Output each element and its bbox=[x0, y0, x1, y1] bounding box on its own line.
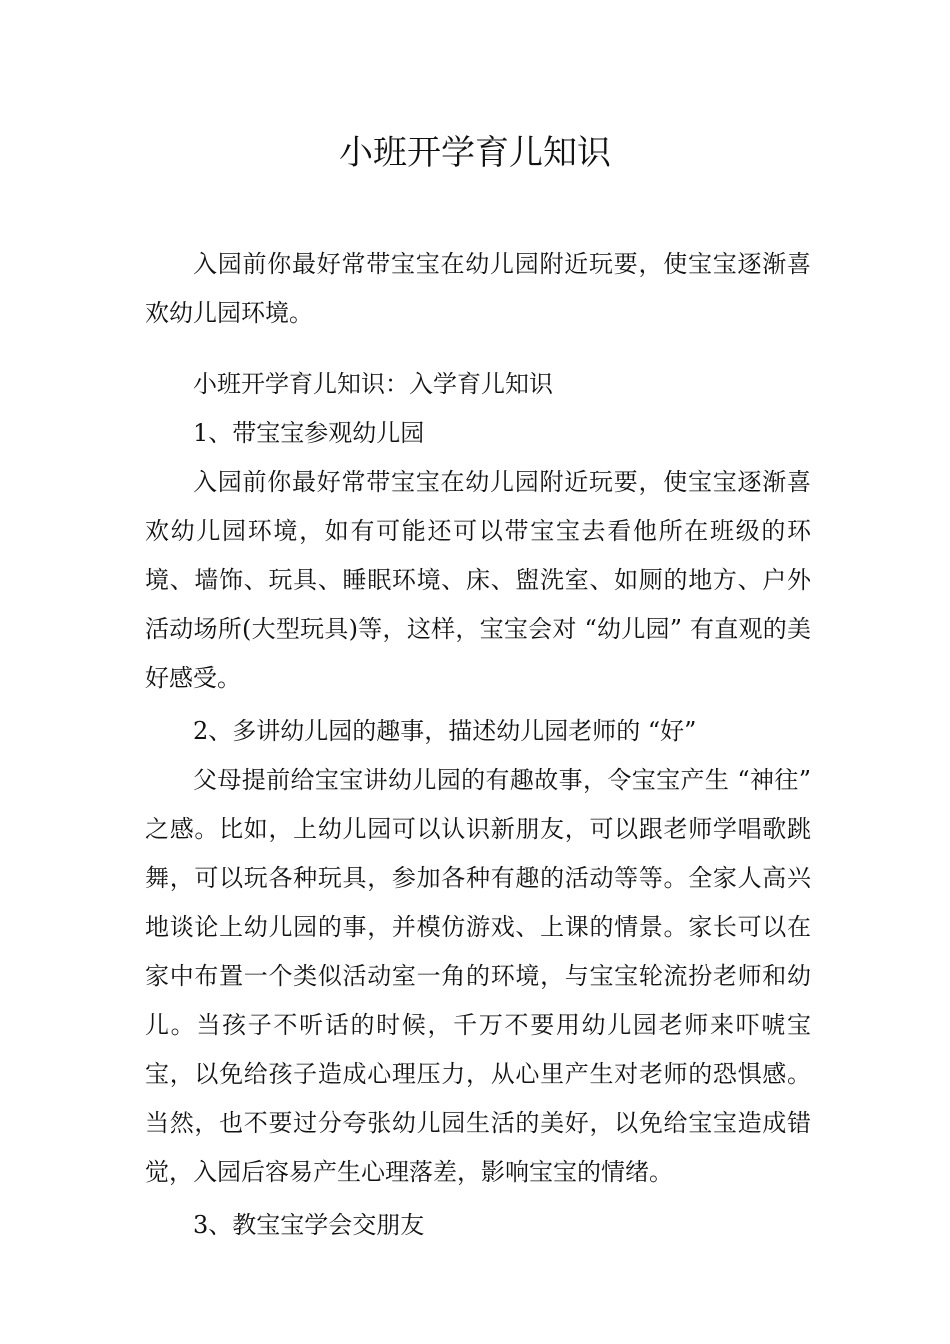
document-title: 小班开学育儿知识 bbox=[339, 133, 611, 173]
subheading-1: 1、带宝宝参观幼儿园 bbox=[193, 419, 425, 447]
document-body bbox=[145, 240, 811, 1250]
paragraph-1: 入园前你最好常带宝宝在幼儿园附近玩要，使宝宝逐渐喜欢幼儿园环境，如有可能还可以带宝宝去看他所在班级的环境、墙饰、玩具、睡眠环境、床、盥洗室、如厕的地方、户外活动场所(大型玩具)等，这样，宝宝会对 “幼儿园” 有直观的美好感受。 bbox=[145, 468, 811, 692]
intro-paragraph: 入园前你最好常带宝宝在幼儿园附近玩要，使宝宝逐渐喜欢幼儿园环境。 bbox=[145, 250, 811, 327]
subheading-2: 2、多讲幼儿园的趣事，描述幼儿园老师的 “好” bbox=[193, 717, 697, 745]
paragraph-2: 父母提前给宝宝讲幼儿园的有趣故事，令宝宝产生 “神往” 之感。比如，上幼儿园可以认识新朋友，可以跟老师学唱歌跳舞，可以玩各种玩具，参加各种有趣的活动等等。全家人高兴地谈论上幼儿园的事，并模仿游戏、上课的情景。家长可以在家中布置一个类似活动室一角的环境，与宝宝轮流扮老师和幼儿。当孩子不听话的时候，千万不要用幼儿园老师来吓唬宝宝，以免给孩子造成心理压力，从心里产生对老师的恐惧感。当然，也不要过分夸张幼儿园生活的美好，以免给宝宝造成错觉，入园后容易产生心理落差，影响宝宝的情绪。 bbox=[145, 766, 811, 1186]
section-heading: 小班开学育儿知识：入学育儿知识 bbox=[193, 370, 553, 398]
subheading-3: 3、教宝宝学会交朋友 bbox=[193, 1211, 425, 1239]
